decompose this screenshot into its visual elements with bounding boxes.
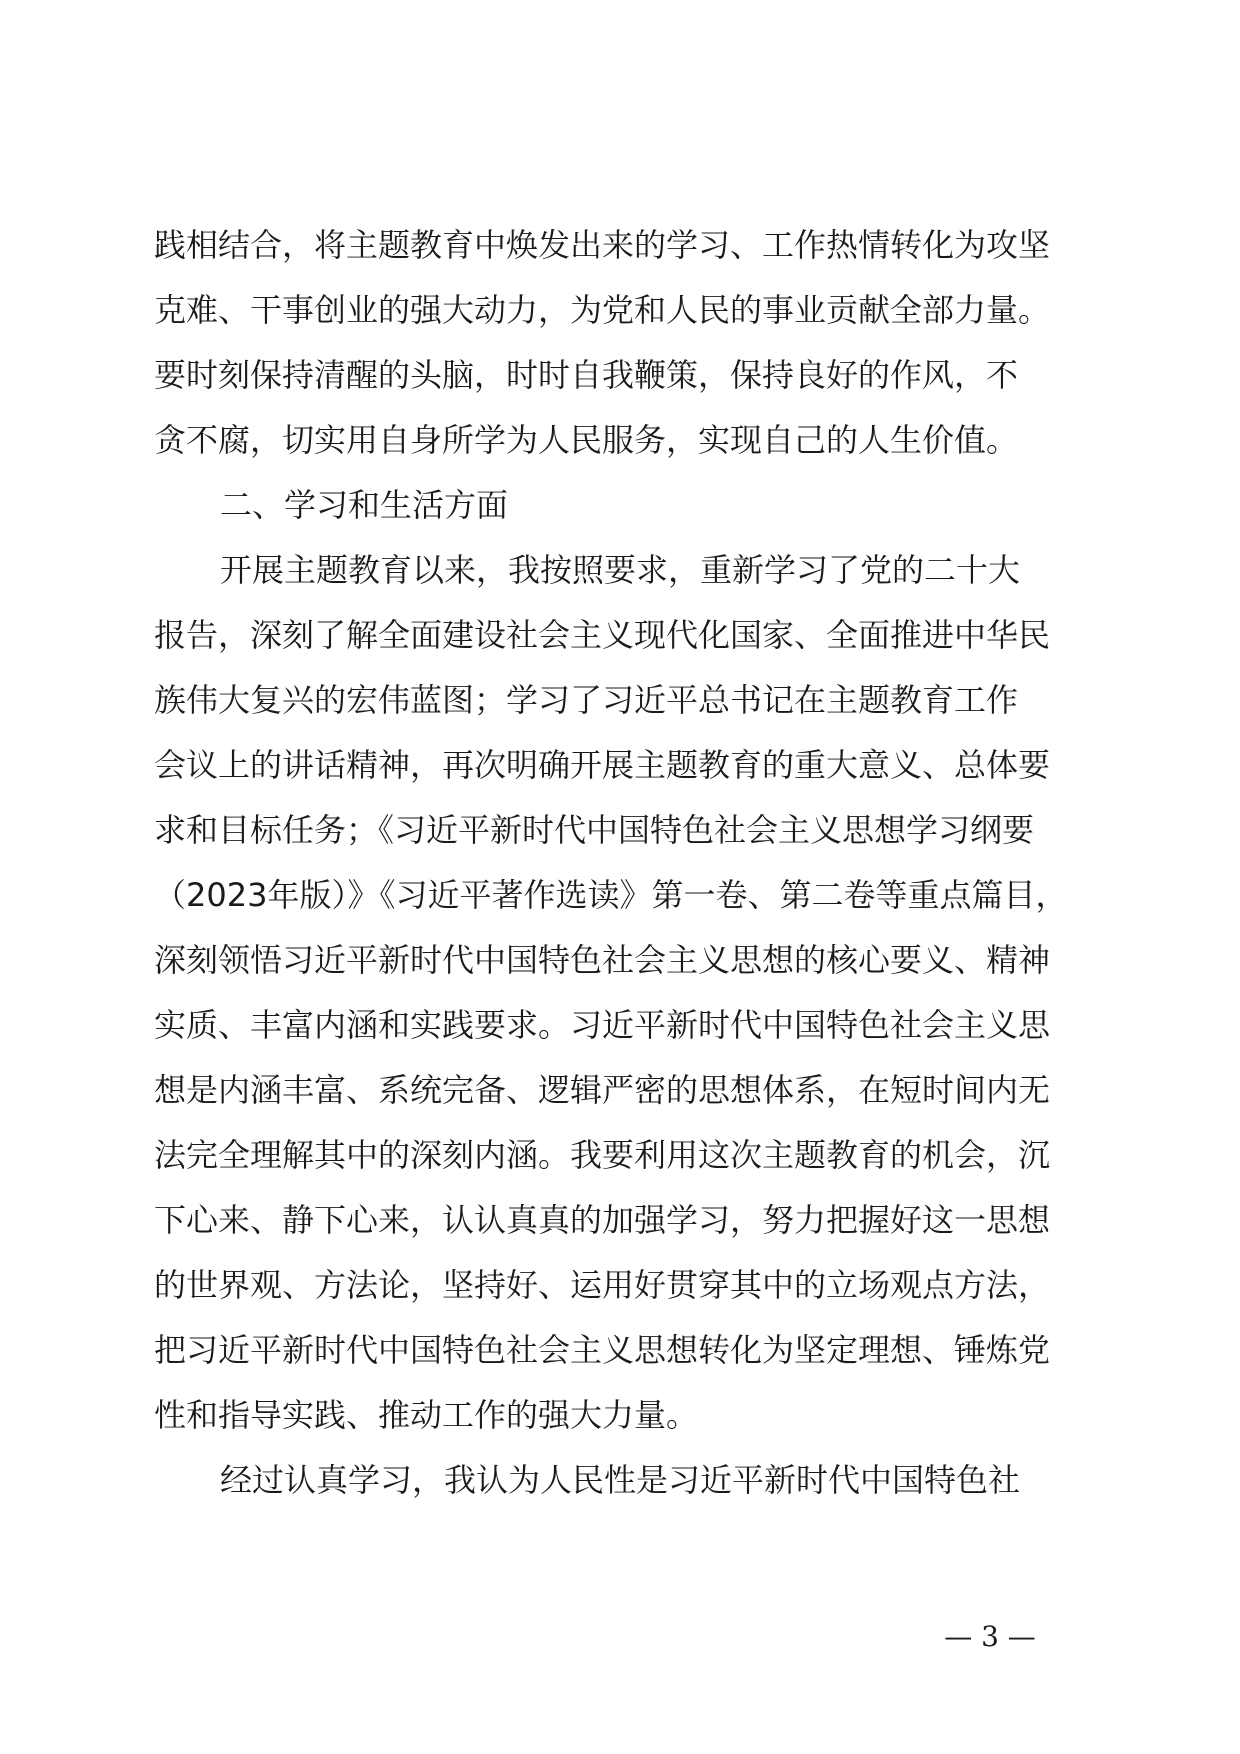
text-line: 开展主题教育以来，我按照要求，重新学习了党的二十大 (220, 551, 1021, 589)
text-line: 把习近平新时代中国特色社会主义思想转化为坚定理想、锤炼党 (154, 1331, 1051, 1369)
text-line: 经过认真学习，我认为人民性是习近平新时代中国特色社 (220, 1461, 1021, 1499)
text-line: 贪不腐，切实用自身所学为人民服务，实现自己的人生价值。 (154, 421, 1019, 459)
text-line: 深刻领悟习近平新时代中国特色社会主义思想的核心要义、精神 (154, 941, 1051, 979)
text-line: 下心来、静下心来，认认真真的加强学习，努力把握好这一思想 (154, 1201, 1051, 1239)
text-line: 践相结合，将主题教育中焕发出来的学习、工作热情转化为攻坚 (154, 226, 1051, 264)
text-line: 会议上的讲话精神，再次明确开展主题教育的重大意义、总体要 (154, 746, 1051, 784)
text-line: 想是内涵丰富、系统完备、逻辑严密的思想体系，在短时间内无 (154, 1071, 1051, 1109)
document-body (154, 213, 1094, 1513)
text-line: 克难、干事创业的强大动力，为党和人民的事业贡献全部力量。 (154, 291, 1051, 329)
page-number: — 3 — (944, 1620, 1036, 1653)
text-line: 法完全理解其中的深刻内涵。我要利用这次主题教育的机会，沉 (154, 1136, 1051, 1174)
text-line: 求和目标任务；《习近平新时代中国特色社会主义思想学习纲要 (154, 811, 1035, 849)
text-line: 要时刻保持清醒的头脑，时时自我鞭策，保持良好的作风，不 (154, 356, 1019, 394)
text-line: 报告，深刻了解全面建设社会主义现代化国家、全面推进中华民 (154, 616, 1051, 654)
text-line: 族伟大复兴的宏伟蓝图；学习了习近平总书记在主题教育工作 (154, 681, 1019, 719)
text-line: 实质、丰富内涵和实践要求。习近平新时代中国特色社会主义思 (154, 1006, 1051, 1044)
text-line: 性和指导实践、推动工作的强大力量。 (154, 1396, 699, 1434)
section-heading: 二、学习和生活方面 (220, 486, 509, 524)
text-line: 的世界观、方法论，坚持好、运用好贯穿其中的立场观点方法， (154, 1266, 1051, 1304)
text-line: （2023年版）》《习近平著作选读》第一卷、第二卷等重点篇目， (154, 876, 1068, 914)
